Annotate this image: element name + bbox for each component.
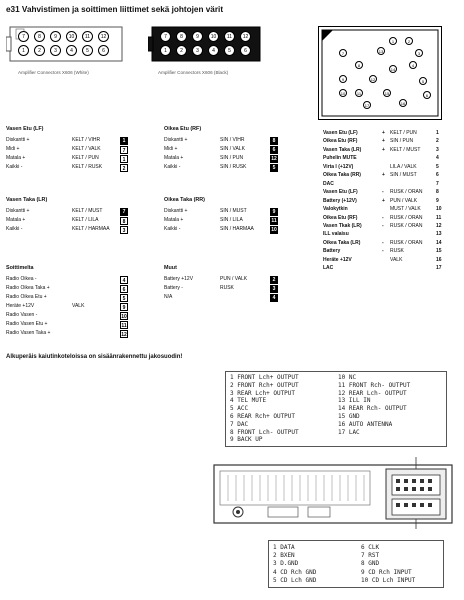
row-color: KELT / MUST xyxy=(72,208,103,214)
pinout-entry: 4 CD Rch GND xyxy=(273,568,317,576)
radio-pin: 7 xyxy=(339,49,347,57)
pin-number-box: 8 xyxy=(270,137,278,145)
connector-pin: 8 xyxy=(34,31,45,42)
pin-number-box: 2 xyxy=(270,276,278,284)
row-color: SIN / VIHR xyxy=(220,137,245,143)
pinout-entry: 8 FRONT Lch- OUTPUT xyxy=(230,428,299,436)
right-list-number: 15 xyxy=(436,248,442,255)
connector-pin: 11 xyxy=(82,31,93,42)
connector-pin: 1 xyxy=(160,45,171,56)
row-name: Radio Vasen Taka + xyxy=(6,330,51,336)
row-name: Battery - xyxy=(164,285,183,291)
pinout-entry: 1 FRONT Lch+ OUTPUT xyxy=(230,374,299,381)
connector-pin: 1 xyxy=(18,45,29,56)
pin-number-box: 9 xyxy=(120,303,128,311)
row-color: KELT / RUSK xyxy=(72,164,103,170)
right-list-name: Valokytkin xyxy=(323,206,348,213)
row-name: Radio Vasen - xyxy=(6,312,38,318)
right-list-name: Oikea Taka (LR) xyxy=(323,239,361,246)
pin-number-box: 7 xyxy=(120,208,128,216)
right-list-color: KELT / PUN xyxy=(390,130,417,136)
connector-pin: 8 xyxy=(176,31,187,42)
row-color: SIN / RUSK xyxy=(220,164,247,170)
pin-number-box: 10 xyxy=(121,313,127,320)
right-list-number: 11 xyxy=(436,214,442,221)
row-name: N/A xyxy=(164,294,173,300)
group-title: Oikea Taka (RR) xyxy=(164,197,205,203)
pin-number-box: 7 xyxy=(120,146,128,154)
connector-pin: 10 xyxy=(208,31,219,42)
right-list-number: 12 xyxy=(436,222,442,229)
right-list-color: RUSK xyxy=(390,248,404,255)
right-list-color: RUSK / ORAN xyxy=(390,222,423,229)
radio-pin: 4 xyxy=(409,61,417,69)
pinout-entry: 10 NC xyxy=(338,374,357,381)
row-color: KELT / LILA xyxy=(72,217,99,223)
row-name: Kaikki - xyxy=(164,164,181,170)
radio-pin: 2 xyxy=(405,37,413,45)
right-list-number: 4 xyxy=(436,155,439,162)
pin-number-box: 1 xyxy=(120,155,128,163)
black-connector-caption: Amplifier Connectors X606 (Black) xyxy=(158,70,229,75)
connector-pin: 5 xyxy=(224,45,235,56)
row-color: KELT / HARMAA xyxy=(72,226,110,232)
right-list-sign: - xyxy=(382,222,384,229)
right-list-number: 9 xyxy=(436,197,439,204)
connector-pin: 4 xyxy=(66,45,77,56)
right-list-color: RUSK / ORAN xyxy=(390,239,423,246)
right-list-name: Oikea Taka (RR) xyxy=(323,172,361,179)
right-list-sign: - xyxy=(382,214,384,221)
radio-pin: 17 xyxy=(364,103,370,108)
pin-number-box: 5 xyxy=(120,294,128,302)
radio-pin: 9 xyxy=(339,75,347,83)
right-list-name: Vasen Tkak (LR) xyxy=(323,222,362,229)
row-color: SIN / VALK xyxy=(220,146,245,152)
radio-pin: 11 xyxy=(356,91,362,96)
radio-pin: 14 xyxy=(390,67,396,72)
row-color: SIN / HARMAA xyxy=(220,226,254,232)
row-name: Midi + xyxy=(6,146,20,152)
right-list-sign: + xyxy=(382,138,385,145)
right-list-number: 5 xyxy=(436,163,439,170)
pin-number-box: 5 xyxy=(270,164,278,172)
row-name: Kaikki - xyxy=(164,226,181,232)
connector-pin: 3 xyxy=(50,45,61,56)
right-list-name: LAC xyxy=(323,265,334,272)
pinout-entry: 12 REAR Lch- OUTPUT xyxy=(338,389,407,397)
right-list-name: Virta I (+12V) xyxy=(323,163,354,170)
pinout-entry: 9 BACK UP xyxy=(230,436,263,444)
radio-pin: 8 xyxy=(355,61,363,69)
pinout-entry: 6 CLK xyxy=(361,544,380,551)
cd-pinout-box xyxy=(268,540,444,588)
radio-pin: 12 xyxy=(370,77,376,82)
radio-back-panel xyxy=(208,457,462,529)
radio-pin: 6 xyxy=(423,91,431,99)
pinout-entry: 5 CD Lch GND xyxy=(273,576,317,584)
row-color: SIN / LILA xyxy=(220,217,243,223)
pin-number-box: 12 xyxy=(271,155,277,162)
group-title: Oikea Etu (RF) xyxy=(164,126,202,132)
connector-pin: 11 xyxy=(224,31,235,42)
pinout-entry: 5 ACC xyxy=(230,405,249,413)
row-color: VALK xyxy=(72,303,85,309)
right-list-sign: - xyxy=(382,239,384,246)
pinout-entry: 4 TEL MUTE xyxy=(230,397,267,405)
connector-pin: 10 xyxy=(66,31,77,42)
connector-pin: 2 xyxy=(176,45,187,56)
radio-connector-drawing xyxy=(319,27,441,119)
pin-number-box: 9 xyxy=(270,208,278,216)
radio-pin: 3 xyxy=(415,49,423,57)
right-list-sign: - xyxy=(382,248,384,255)
pinout-entry: 15 GND xyxy=(338,413,360,420)
pin-number-box: 11 xyxy=(121,322,127,329)
row-name: Matala + xyxy=(6,155,26,161)
row-name: Kaikki - xyxy=(6,226,23,232)
row-name: Radio Oikea Etu + xyxy=(6,294,47,300)
row-name: Matala + xyxy=(164,217,184,223)
right-list-color: VALK xyxy=(390,256,403,263)
right-list-color: SIN / MUST xyxy=(390,172,417,179)
white-connector xyxy=(6,21,129,69)
row-color: PUN / VALK xyxy=(220,276,248,282)
page-title: e31 Vahvistimen ja soittimen liittimet sekä johtojen värit xyxy=(6,5,224,14)
crossover-note: Alkuperäis kaiutinkoteloissa on sisäänrakennettu jakosuodin! xyxy=(6,354,183,360)
right-list-number: 8 xyxy=(436,189,439,196)
pinout-entry: 17 LAC xyxy=(338,428,360,436)
pin-number-box: 11 xyxy=(271,217,277,224)
row-name: Heräte +12V xyxy=(6,303,35,309)
pinout-entry: 9 CD Rch INPUT xyxy=(361,568,412,576)
pinout-entry: 2 BXEN xyxy=(273,552,295,560)
pinout-entry: 3 D.GND xyxy=(273,560,299,568)
connector-pin: 6 xyxy=(98,45,109,56)
group-title: Vasen Taka (LR) xyxy=(6,197,48,203)
row-name: Battery +12V xyxy=(164,276,194,282)
connector-pin: 2 xyxy=(34,45,45,56)
pinout-entry: 7 DAC xyxy=(230,420,249,428)
radio-back-panel-drawing xyxy=(208,457,462,529)
pinout-entry: 16 AUTO ANTENNA xyxy=(338,420,393,428)
pinout-entry: 2 FRONT Rch+ OUTPUT xyxy=(230,381,299,389)
pin-number-box: 4 xyxy=(120,276,128,284)
group-title: Vasen Etu (LF) xyxy=(6,126,44,132)
radio-pin: 5 xyxy=(419,77,427,85)
group-title: Muut xyxy=(164,265,177,271)
pinout-entry: 1 DATA xyxy=(273,544,295,551)
connector-pin: 6 xyxy=(240,45,251,56)
pin-number-box: 3 xyxy=(120,226,128,234)
right-list-number: 14 xyxy=(436,239,442,246)
right-list-color: RUSK / ORAN xyxy=(390,189,423,196)
row-name: Radio Oikea Taka + xyxy=(6,285,50,291)
right-list-color: LILA / VALK xyxy=(390,163,417,170)
connector-pin: 7 xyxy=(18,31,29,42)
white-connector-caption: Amplifier Connectors X606 (White) xyxy=(18,70,89,75)
pin-number-box: 4 xyxy=(270,294,278,302)
pin-number-box: 12 xyxy=(121,331,127,338)
radio-pin: 15 xyxy=(384,91,390,96)
pin-number-box: 8 xyxy=(120,217,128,225)
group-title: Soittimelta xyxy=(6,265,34,271)
row-name: Matala + xyxy=(6,217,26,223)
right-list-sign: + xyxy=(382,197,385,204)
right-list-number: 13 xyxy=(436,231,442,238)
row-color: KELT / VALK xyxy=(72,146,101,152)
right-list-number: 7 xyxy=(436,180,439,187)
connector-pin: 7 xyxy=(160,31,171,42)
pinout-entry: 7 RST xyxy=(361,552,380,560)
row-name: Diskantti + xyxy=(164,208,188,214)
pin-number-box: 6 xyxy=(120,285,128,293)
right-list-sign: + xyxy=(382,146,385,153)
connector-pin: 4 xyxy=(208,45,219,56)
pin-number-box: 2 xyxy=(120,164,128,172)
row-name: Kaikki - xyxy=(6,164,23,170)
radio-pin: 1 xyxy=(389,37,397,45)
right-list-name: Puhelin MUTE xyxy=(323,155,357,162)
pin-number-box: 10 xyxy=(271,226,277,233)
pinout-entry: 14 REAR Rch- OUTPUT xyxy=(338,405,407,413)
right-list-name: Vasen Taka (LR) xyxy=(323,146,362,153)
radio-pinout-box xyxy=(225,371,447,447)
radio-pin: 10 xyxy=(340,91,346,96)
connector-pin: 9 xyxy=(192,31,203,42)
right-list-number: 3 xyxy=(436,146,439,153)
row-color: SIN / PUN xyxy=(220,155,244,161)
row-name: Midi + xyxy=(164,146,178,152)
pinout-entry: 8 GND xyxy=(361,560,380,568)
pinout-entry: 10 CD Lch INPUT xyxy=(361,576,416,584)
connector-pin: 5 xyxy=(82,45,93,56)
pinout-entry: 13 ILL IN xyxy=(338,397,371,405)
connector-pin: 3 xyxy=(192,45,203,56)
right-list-name: Vasen Etu (LF) xyxy=(323,189,358,196)
row-name: Radio Vasen Etu + xyxy=(6,321,48,327)
right-list-name: Oikea Etu (RF) xyxy=(323,138,358,145)
row-name: Diskantti + xyxy=(164,137,188,143)
right-list-number: 6 xyxy=(436,172,439,179)
row-color: RUSK xyxy=(220,285,234,291)
pinout-entry: 11 FRONT Rch- OUTPUT xyxy=(338,381,411,389)
row-name: Diskantti + xyxy=(6,137,30,143)
row-color: SIN / MUST xyxy=(220,208,247,214)
right-list-sign: - xyxy=(382,189,384,196)
pinout-entry: 6 REAR Rch+ OUTPUT xyxy=(230,413,296,420)
row-name: Radio Oikea - xyxy=(6,276,37,282)
right-list-name: DAC xyxy=(323,180,334,187)
right-list-name: ILL valaisu xyxy=(323,231,349,238)
row-color: KELT / VIHR xyxy=(72,137,101,143)
right-list-color: SIN / PUN xyxy=(390,138,414,145)
right-list-number: 1 xyxy=(436,130,439,136)
black-connector xyxy=(148,21,268,69)
right-list-sign: + xyxy=(382,172,385,179)
right-list-color: KELT / MUST xyxy=(390,146,421,153)
right-list-sign: + xyxy=(382,130,385,136)
row-name: Matala + xyxy=(164,155,184,161)
right-list-name: Oikea Etu (RF) xyxy=(323,214,358,221)
radio-pin: 16 xyxy=(400,101,406,106)
right-list-number: 2 xyxy=(436,138,439,145)
right-list-number: 17 xyxy=(436,265,442,272)
row-color: KELT / PUN xyxy=(72,155,99,161)
right-list-number: 16 xyxy=(436,256,442,263)
right-list-color: MUST / VALK xyxy=(390,206,421,213)
right-list-name: Vasen Etu (LF) xyxy=(323,130,358,136)
pin-number-box: 3 xyxy=(270,285,278,293)
connector-pin: 12 xyxy=(240,31,251,42)
right-list-number: 10 xyxy=(436,206,442,213)
pin-number-box: 6 xyxy=(270,146,278,154)
row-name: Diskantti + xyxy=(6,208,30,214)
radio-connector-diagram xyxy=(318,26,442,120)
pin-number-box: 1 xyxy=(120,137,128,145)
right-list-name: Battery xyxy=(323,248,341,255)
pinout-entry: 3 REAR Lch+ OUTPUT xyxy=(230,389,296,397)
right-list-color: PUN / VALK xyxy=(390,197,418,204)
radio-pin: 13 xyxy=(378,49,384,54)
connector-pin: 12 xyxy=(98,31,109,42)
right-list-name: Battery (+12V) xyxy=(323,197,357,204)
right-list-color: RUSK / ORAN xyxy=(390,214,423,221)
connector-pin: 9 xyxy=(50,31,61,42)
right-list-name: Heräte +12V xyxy=(323,256,352,263)
